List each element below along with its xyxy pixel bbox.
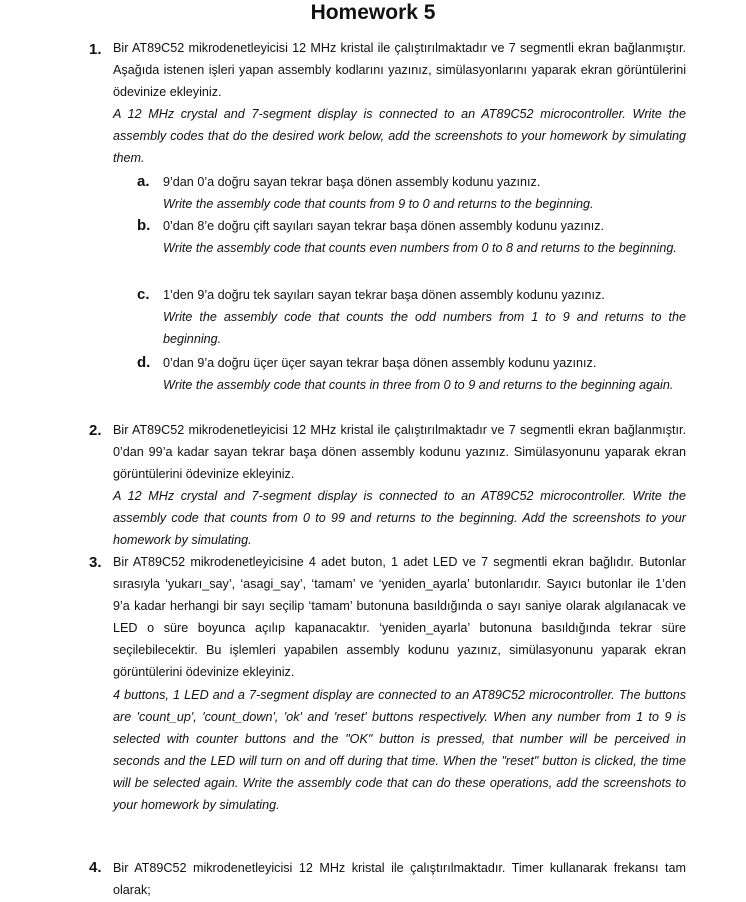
question-4-number: 4. [89, 859, 102, 876]
question-3-english: 4 buttons, 1 LED and a 7-segment display are connected to an AT89C52 microcontroller. The buttons are 'count_up', 'count_down', 'ok' and 'reset' buttons respectively. When any number from 1 to 9 is selected with counter buttons and the "OK" button is pressed, that number will be perceived in seconds and the LED will turn on and off during that time. When the "reset" button is clicked, the time will be selected again. Write the assembly code that can do these operations, add the screenshots to your homework by simulating. [113, 687, 686, 813]
question-2 [113, 419, 686, 552]
subitem-a-turkish: 9’dan 0’a doğru sayan tekrar başa dönen assembly kodunu yazınız. [163, 175, 541, 189]
subitem-c [163, 284, 686, 350]
question-2-number: 2. [89, 422, 102, 439]
subitem-a-english: Write the assembly code that counts from 9 to 0 and returns to the beginning. [163, 197, 594, 212]
subitem-c-letter: c. [137, 286, 150, 303]
subitem-b-english: Write the assembly code that counts even numbers from 0 to 8 and returns to the beginning. [163, 241, 677, 256]
subitem-b-letter: b. [137, 217, 151, 234]
question-2-english: A 12 MHz crystal and 7-segment display is connected to an AT89C52 microcontroller. Write the assembly code that counts from 0 to 99 and returns to the beginning. Add the screenshots to your homework by simulating. [113, 489, 686, 548]
subitem-b-turkish: 0’dan 8’e doğru çift sayıları sayan tekrar başa dönen assembly kodunu yazınız. [163, 219, 605, 233]
page-title: Homework 5 [310, 1, 436, 24]
subitem-c-english: Write the assembly code that counts the odd numbers from 1 to 9 and returns to the beginning. [163, 310, 686, 347]
subitem-d-letter: d. [137, 354, 151, 371]
question-3 [113, 551, 686, 816]
question-1 [113, 37, 686, 170]
question-1-english: A 12 MHz crystal and 7-segment display is connected to an AT89C52 microcontroller. Write the assembly codes that do the desired work below, add the screenshots to your homework by simulating them. [113, 107, 686, 166]
subitem-b [163, 215, 686, 259]
subitem-d-turkish: 0’dan 9’a doğru üçer üçer sayan tekrar başa dönen assembly kodunu yazınız. [163, 356, 597, 370]
subitem-d-english: Write the assembly code that counts in three from 0 to 9 and returns to the beginning again. [163, 378, 674, 393]
subitem-a-letter: a. [137, 173, 150, 190]
question-2-turkish: Bir AT89C52 mikrodenetleyicisi 12 MHz kristal ile çalıştırılmaktadır ve 7 segmentli ekran bağlanmıştır. 0’dan 99’a kadar sayan tekrar başa dönen assembly kodunu yazınız. Simülasyonunu yaparak ekran görüntülerini ödevinize ekleyiniz. [113, 423, 686, 482]
question-1-turkish: Bir AT89C52 mikrodenetleyicisi 12 MHz kristal ile çalıştırılmaktadır ve 7 segmentli ekran bağlanmıştır. Aşağıda istenen işleri yapan assembly kodlarını yazınız, simülasyonlarını yaparak ekran görüntülerini ödevinize ekleyiniz. [113, 41, 686, 100]
question-1-number: 1. [89, 41, 102, 58]
subitem-c-turkish: 1’den 9’a doğru tek sayıları sayan tekrar başa dönen assembly kodunu yazınız. [163, 288, 605, 302]
question-3-turkish: Bir AT89C52 mikrodenetleyicisine 4 adet buton, 1 adet LED ve 7 segmentli ekran bağlıdır. Butonlar sırasıyla ‘yukarı_say’, ‘asagi_say’, ‘tamam’ ve ‘yeniden_ayarla’ butonlarıdır. Sayıcı butonlar ile 1’den 9’a kadar herhangi bir sayı seçilip ‘tamam’ butonuna basıldığında o sayı saniye olarak algılanacak ve LED o süre boyunca açılıp kapanacaktır. ‘yeniden_ayarla’ butonuna basıldığında tekrar süre seçilebilecektir. Bu işlemleri yapabilen assembly kodunu yazınız, simülasyonunu yaparak ekran görüntülerini ödevinize ekleyiniz. [113, 555, 686, 680]
question-4-turkish: Bir AT89C52 mikrodenetleyicisi 12 MHz kristal ile çalıştırılmaktadır. Timer kullanarak frekansı tam olarak; [113, 861, 686, 898]
subitem-d [163, 352, 686, 396]
subitem-a [163, 171, 686, 215]
question-3-number: 3. [89, 554, 102, 571]
question-4 [113, 857, 686, 901]
